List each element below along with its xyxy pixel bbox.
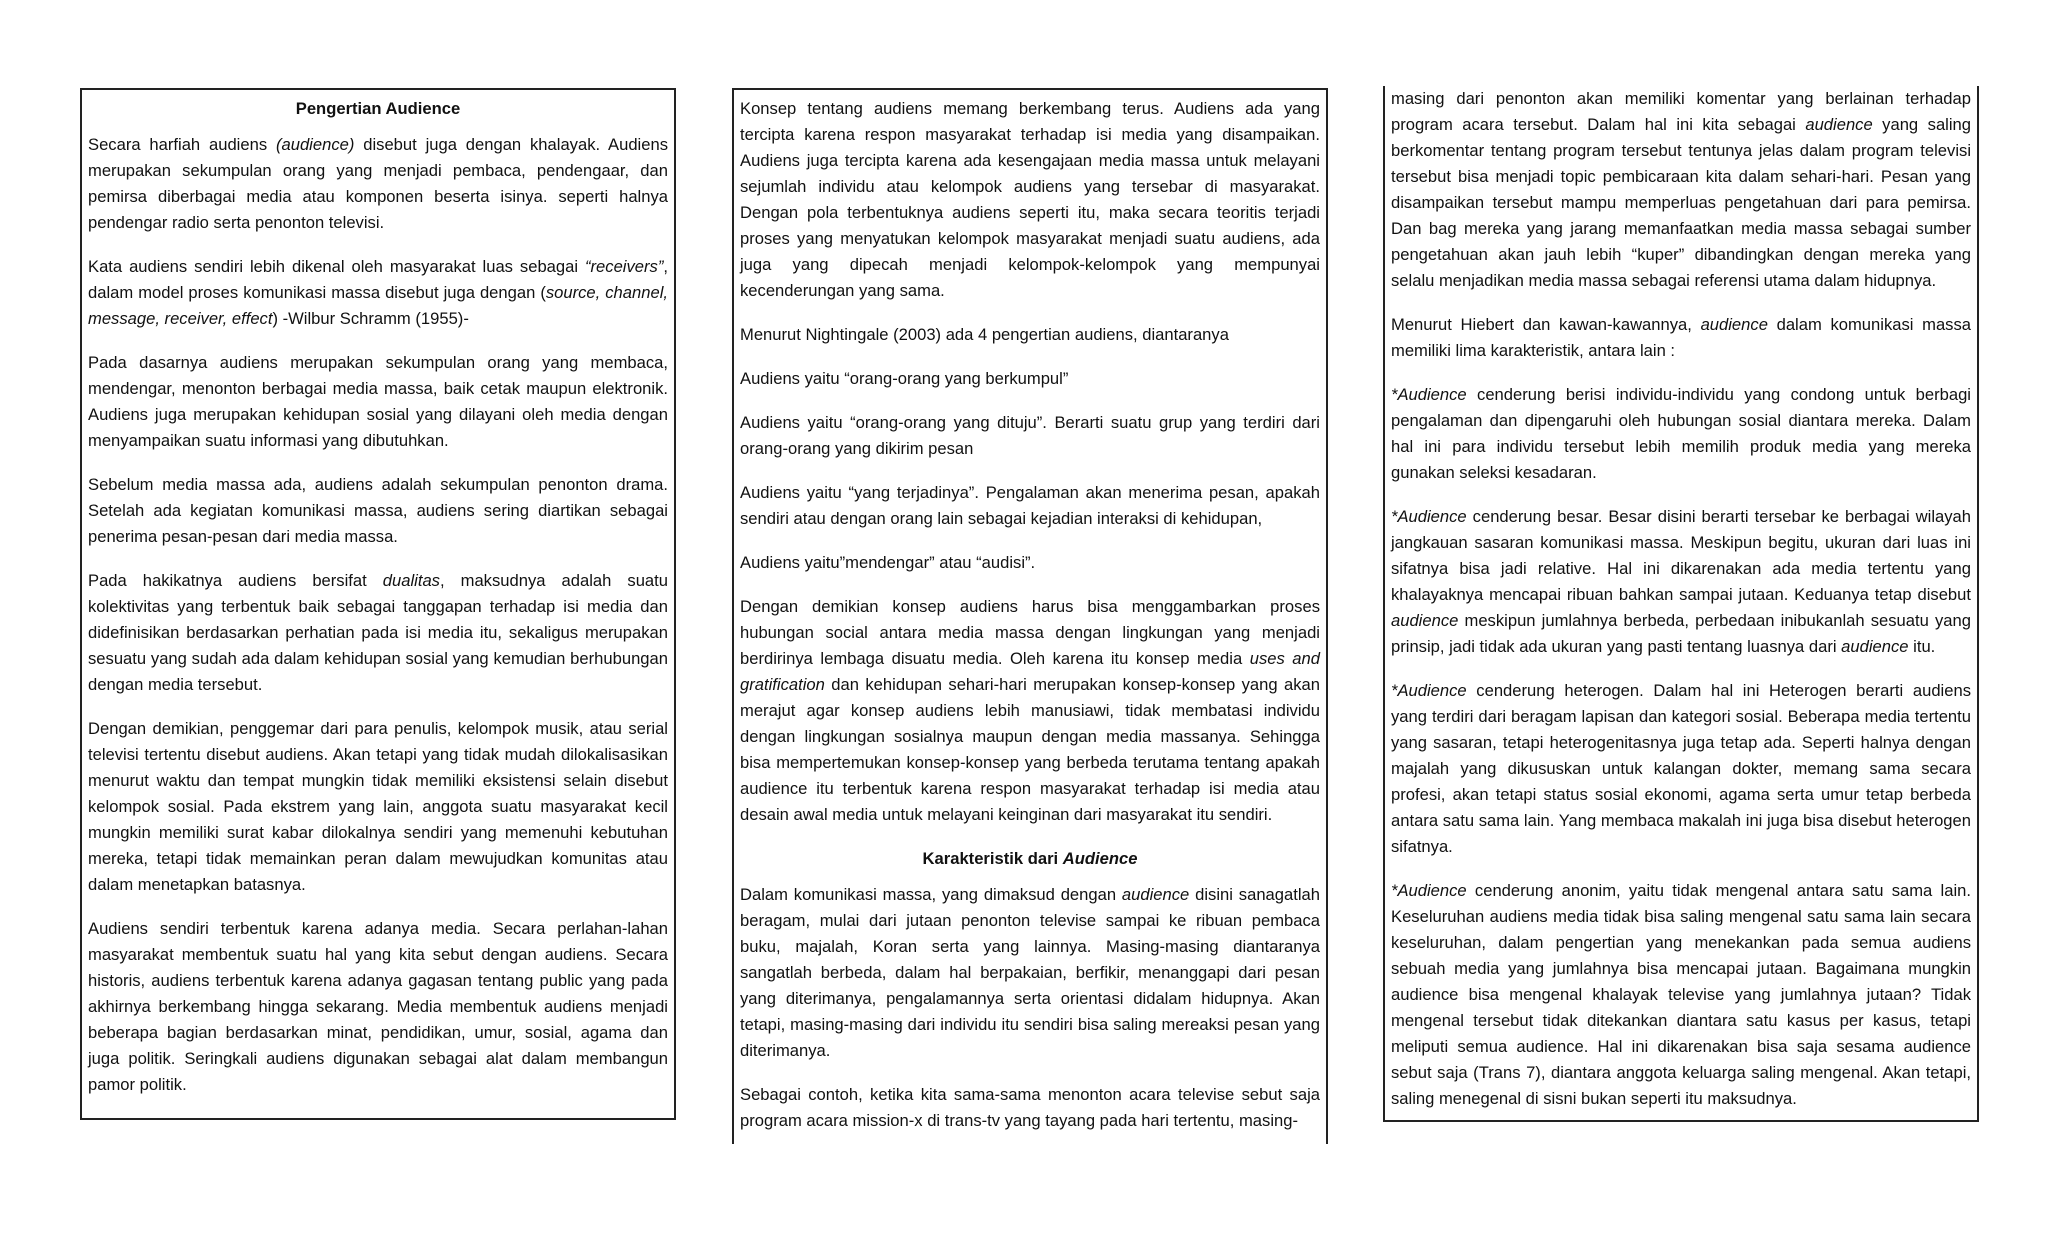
paragraph: Audiens yaitu “yang terjadinya”. Pengalaman akan menerima pesan, apakah sendiri atau dengan orang lain sebagai kejadian interaksi di kehidupan, xyxy=(740,483,1320,528)
paragraph: Menurut Hiebert dan kawan-kawannya, audience dalam komunikasi massa memiliki lima karakteristik, antara lain : xyxy=(1391,315,1971,360)
section-heading: Pengertian Audience xyxy=(295,99,461,118)
paragraph: Secara harfiah audiens (audience) disebut juga dengan khalayak. Audiens merupakan sekumpulan orang yang menjadi pembaca, pendengaar, dan pemirsa diberbagai media atau komponen beserta isinya. seperti halnya pendengar radio serta penonton televisi. xyxy=(88,135,668,232)
paragraph: masing dari penonton akan memiliki komentar yang berlainan terhadap program acara tersebut. Dalam hal ini kita sebagai audience yang saling berkomentar tentang program tersebut tentunya jelas dalam program televisi tersebut bisa menjadi topic pembicaraan kita dalam sehari-hari. Pesan yang disampaikan tersebut mampu memperluas pengetahuan dari para pemirsa. Dan bag mereka yang jarang memanfaatkan media massa sebagai sumber pengetahuan akan jauh lebih “kuper” dibandingkan dengan mereka yang selalu menjadikan media massa sebagai referensi utama dalam hidupnya. xyxy=(1391,89,1971,290)
paragraph: Kata audiens sendiri lebih dikenal oleh masyarakat luas sebagai “receivers”, dalam model proses komunikasi massa disebut juga dengan (source, channel, message, receiver, effect) -Wilbur Schramm (1955)- xyxy=(88,257,668,328)
paragraph: Pada dasarnya audiens merupakan sekumpulan orang yang membaca, mendengar, menonton berbagai media massa, baik cetak maupun elektronik. Audiens juga merupakan kehidupan sosial yang dilayani oleh media dengan menyampaikan suatu informasi yang dibutuhkan. xyxy=(88,353,668,450)
column-right xyxy=(1383,86,1979,1122)
paragraph: Audiens yaitu”mendengar” atau “audisi”. xyxy=(740,553,1036,572)
paragraph: Sebelum media massa ada, audiens adalah sekumpulan penonton drama. Setelah ada kegiatan komunikasi massa, audiens sering diartikan sebagai penerima pesan-pesan dari media massa. xyxy=(88,475,668,546)
paragraph: *Audience cenderung heterogen. Dalam hal ini Heterogen berarti audiens yang terdiri dari beragam lapisan dan kategori sosial. Beberapa media tertentu yang sasaran, tetapi heterogenitasnya juga tetap ada. Seperti halnya dengan majalah yang dikususkan untuk kalangan dokter, memang sama secara profesi, akan tetapi status sosial ekonomi, agama serta umur tetap berbeda antara satu sama lain. Yang membaca makalah ini juga bisa disebut heterogen sifatnya. xyxy=(1391,681,1971,856)
paragraph: Dengan demikian, penggemar dari para penulis, kelompok musik, atau serial televisi tertentu disebut audiens. Akan tetapi yang tidak mudah dilokalisasikan menurut waktu dan tempat mungkin tidak memiliki eksistensi selain disebut kelompok sosial. Pada ekstrem yang lain, anggota suatu masyarakat kecil mungkin memiliki surat kabar dilokalnya sendiri yang memenuhi kebutuhan mereka, tetapi tidak memainkan peran dalam mewujudkan komunitas atau dalam menetapkan batasnya. xyxy=(88,719,668,894)
paragraph: Konsep tentang audiens memang berkembang terus. Audiens ada yang tercipta karena respon masyarakat terhadap isi media yang disampaikan. Audiens juga tercipta karena ada kesengajaan media massa untuk melayani sejumlah individu atau kelompok audiens yang tersebar di masyarakat. Dengan pola terbentuknya audiens seperti itu, maka secara teoritis terjadi proses yang menyatukan kelompok masyarakat menjadi suatu audiens, ada juga yang dipecah menjadi kelompok-kelompok yang mempunyai kecenderungan yang sama. xyxy=(740,99,1320,300)
paragraph: Dengan demikian konsep audiens harus bisa menggambarkan proses hubungan social antara media massa dengan lingkungan yang menjadi berdirinya lembaga disuatu media. Oleh karena itu konsep media uses and gratification dan kehidupan sehari-hari merupakan konsep-konsep yang akan merajut agar konsep audiens lebih manusiawi, tidak membatasi individu dengan lingkungan sosialnya maupun dengan media massanya. Sehingga bisa mempertemukan konsep-konsep yang berbeda terutama tentang apakah audience itu terbentuk karena respon masyarakat terhadap isi media atau desain awal media untuk melayani keinginan dari masyarakat itu sendiri. xyxy=(740,597,1320,824)
paragraph: *Audience cenderung anonim, yaitu tidak mengenal antara satu sama lain. Keseluruhan audiens media tidak bisa saling mengenal satu sama lain secara keseluruhan, dalam pengertian yang menekankan pada semua audiens sebuah media yang jumlahnya bisa mencapai jutaan. Bagaimana mungkin audience bisa mengenal khalayak televise yang jumlahnya jutaan? Tidak mengenal tersebut tidak ditekankan diantara satu kasus per kasus, tetapi meliputi semua audience. Hal ini dikarenakan bisa saja sesama audience sebut saja (Trans 7), diantara anggota keluarga saling mengenal. Akan tetapi, saling menegenal di sisni bukan seperti itu maksudnya. xyxy=(1391,881,1971,1108)
paragraph: *Audience cenderung berisi individu-individu yang condong untuk berbagi pengalaman dan dipengaruhi oleh hubungan sosial diantara mereka. Dalam hal ini para individu tersebut lebih memilih produk media yang mereka gunakan seleksi kesadaran. xyxy=(1391,385,1971,482)
paragraph: *Audience cenderung besar. Besar disini berarti tersebar ke berbagai wilayah jangkauan sasaran komunikasi massa. Meskipun begitu, ukuran dari luas ini sifatnya bisa jadi relative. Hal ini dikarenakan ada media tertentu yang khalayaknya mencapai ribuan bahkan sampai jutaan. Keduanya tetap disebut audience meskipun jumlahnya berbeda, perbedaan inibukanlah sesuatu yang prinsip, jadi tidak ada ukuran yang pasti tentang luasnya dari audience itu. xyxy=(1391,507,1971,656)
paragraph: Audiens yaitu “orang-orang yang dituju”. Berarti suatu grup yang terdiri dari orang-orang yang dikirim pesan xyxy=(740,413,1320,458)
column-middle xyxy=(732,88,1328,1144)
paragraph: Pada hakikatnya audiens bersifat dualitas, maksudnya adalah suatu kolektivitas yang terbentuk baik sebagai tanggapan terhadap isi media dan didefinisikan berdasarkan perhatian pada isi media itu, sekaligus merupakan sesuatu yang sudah ada dalam kehidupan sosial yang kemudian berhubungan dengan media tersebut. xyxy=(88,571,668,694)
paragraph: Menurut Nightingale (2003) ada 4 pengertian audiens, diantaranya xyxy=(740,325,1229,344)
paragraph: Audiens sendiri terbentuk karena adanya media. Secara perlahan-lahan masyarakat membentuk suatu hal yang kita sebut dengan audiens. Secara historis, audiens terbentuk karena adanya gagasan tentang public yang pada akhirnya berkembang hingga sekarang. Media membentuk audiens menjadi beberapa bagian berdasarkan minat, pendidikan, umur, sosial, agama dan juga politik. Seringkali audiens digunakan sebagai alat dalam membangun pamor politik. xyxy=(88,919,668,1094)
section-heading: Karakteristik dari Audience xyxy=(922,849,1138,868)
paragraph: Audiens yaitu “orang-orang yang berkumpul” xyxy=(740,369,1069,388)
paragraph: Sebagai contoh, ketika kita sama-sama menonton acara televise sebut saja program acara mission-x di trans-tv yang tayang pada hari tertentu, masing- xyxy=(740,1085,1320,1130)
column-left xyxy=(80,88,676,1120)
paragraph: Dalam komunikasi massa, yang dimaksud dengan audience disini sanagatlah beragam, mulai dari jutaan penonton televise sampai ke ribuan pembaca buku, majalah, Koran serta yang lainnya. Masing-masing diantaranya sangatlah berbeda, dalam hal berpakaian, berfikir, menanggapi dari pesan yang diterimanya, pengalamannya serta orientasi didalam hidupnya. Akan tetapi, masing-masing dari individu itu sendiri bisa saling mereaksi pesan yang diterimanya. xyxy=(740,885,1320,1060)
